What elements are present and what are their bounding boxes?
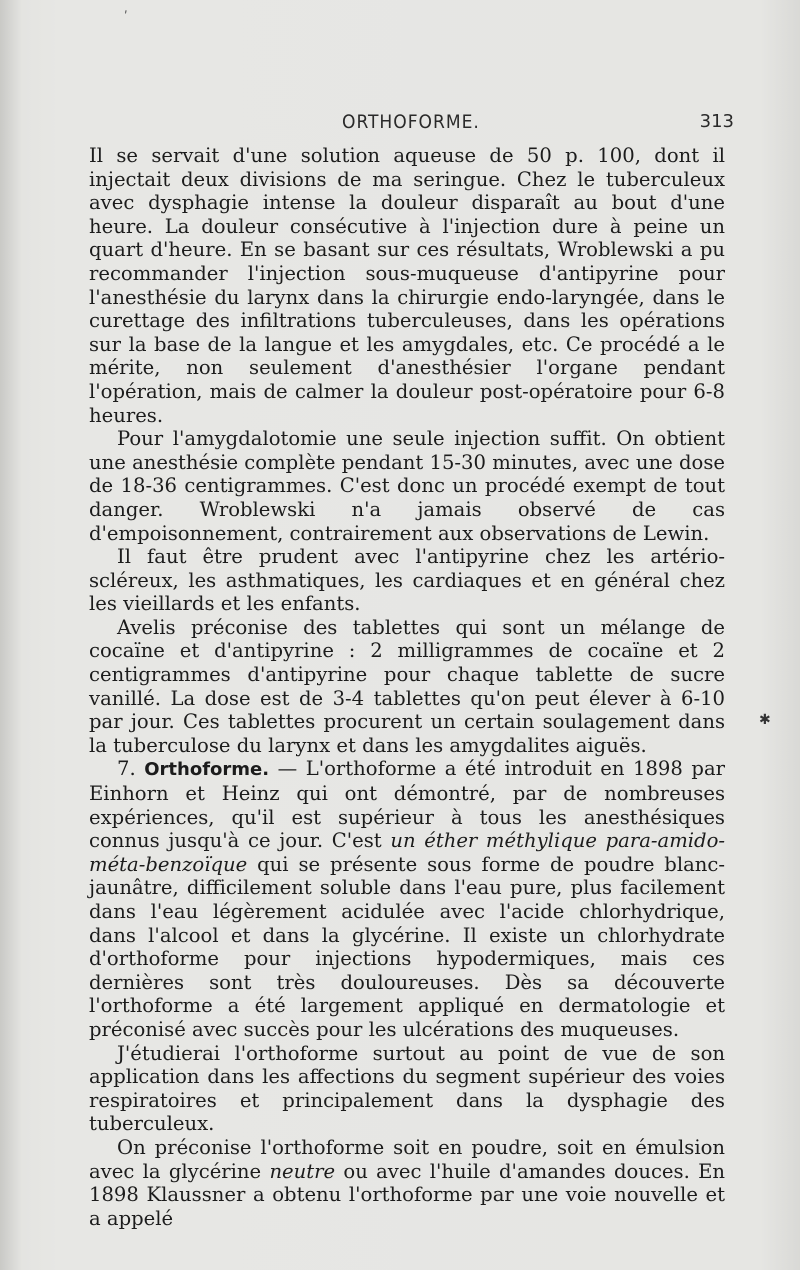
section-rest: qui se présente sous forme de poudre blanc-jaunâtre, difficilement soluble dans l'eau pure, plus facilement dans l'eau légèrement acidulée avec l'acide chlorhydrique, dans l'alcool et dans la glycérine. Il existe un chlorhydrate d'orthoforme pour injections hypodermiques, mais ces dernières sont très douloureuses. Dès sa découverte l'orthoforme a été largement appliqué en dermatologie et préconisé avec succès pour les ulcérations des muqueuses.	[89, 852, 725, 1041]
paragraph-last-italic: neutre	[269, 1159, 336, 1183]
paragraph-3: Il faut être prudent avec l'antipyrine chez les artério-scléreux, les asthmatiques, les cardiaques et en général chez les vieillards et les enfants.	[89, 545, 725, 616]
paragraph-last-before: On préconise l'orthoforme soit en poudre, soit en émulsion avec la glycérine	[89, 1135, 725, 1183]
paragraph-last	[89, 1136, 725, 1230]
body-text	[89, 144, 725, 1230]
paragraph-1: Il se servait d'une solution aqueuse de 50 p. 100, dont il injectait deux divisions de ma seringue. Chez le tuberculeux avec dysphagie intense la douleur disparaît au bout d'une heure. La douleur consécutive à l'injection dure à peine un quart d'heure. En se basant sur ces résultats, Wroblewski a pu recommander l'injection sous-muqueuse d'antipyrine pour l'anesthésie du larynx dans la chirurgie endo-laryngée, dans le curettage des infiltrations tuberculeuses, dans les opérations sur la base de la langue et les amygdales, etc. Ce procédé a le mérite, non seulement d'anesthésier l'organe pendant l'opération, mais de calmer la douleur post-opératoire pour 6-8 heures.	[89, 144, 725, 427]
section-intro: L'orthoforme a été introduit en 1898 par Einhorn et Heinz qui ont démontré, par de nombreuses expériences, qu'il est supérieur à tous les anesthésiques connus jusqu'à ce jour. C'est	[89, 757, 725, 853]
top-mark: ʹ	[124, 10, 128, 25]
section-number: 7.	[117, 757, 136, 781]
section-italic: un éther méthylique para-amido-méta-benzoïque	[89, 829, 725, 876]
paragraph-study: J'étudierai l'orthoforme surtout au point de vue de son application dans les affections du segment supérieur des voies respiratoires et principalement dans la dysphagie des tuberculeux.	[89, 1041, 725, 1136]
paragraph-last-after: ou avec l'huile d'amandes douces. En 1898 Klaussner a obtenu l'orthoforme par une voie nouvelle et a appelé	[89, 1159, 725, 1230]
paragraph-4: Avelis préconise des tablettes qui sont un mélange de cocaïne et d'antipyrine : 2 milligrammes de cocaïne et 2 centigrammes d'antipyrine pour chaque tablette de sucre vanillé. La dose est de 3-4 tablettes qu'on peut élever à 6-10 par jour. Ces tablettes procurent un certain soulagement dans la tuberculose du larynx et dans les amygdalites aiguës.	[89, 615, 725, 757]
section-orthoforme	[89, 757, 725, 1041]
page-header	[90, 111, 736, 137]
running-title: ORTHOFORME.	[342, 111, 480, 133]
section-dash: —	[277, 757, 298, 781]
section-title: Orthoforme.	[144, 759, 270, 781]
paragraph-2: Pour l'amygdalotomie une seule injection suffit. On obtient une anesthésie complète pendant 15-30 minutes, avec une dose de 18-36 centigrammes. C'est donc un procédé exempt de tout danger. Wroblewski n'a jamais observé de cas d'empoisonnement, contrairement aux observations de Lewin.	[89, 427, 725, 545]
page-number: 313	[699, 111, 734, 132]
margin-mark: ✱	[759, 712, 771, 728]
